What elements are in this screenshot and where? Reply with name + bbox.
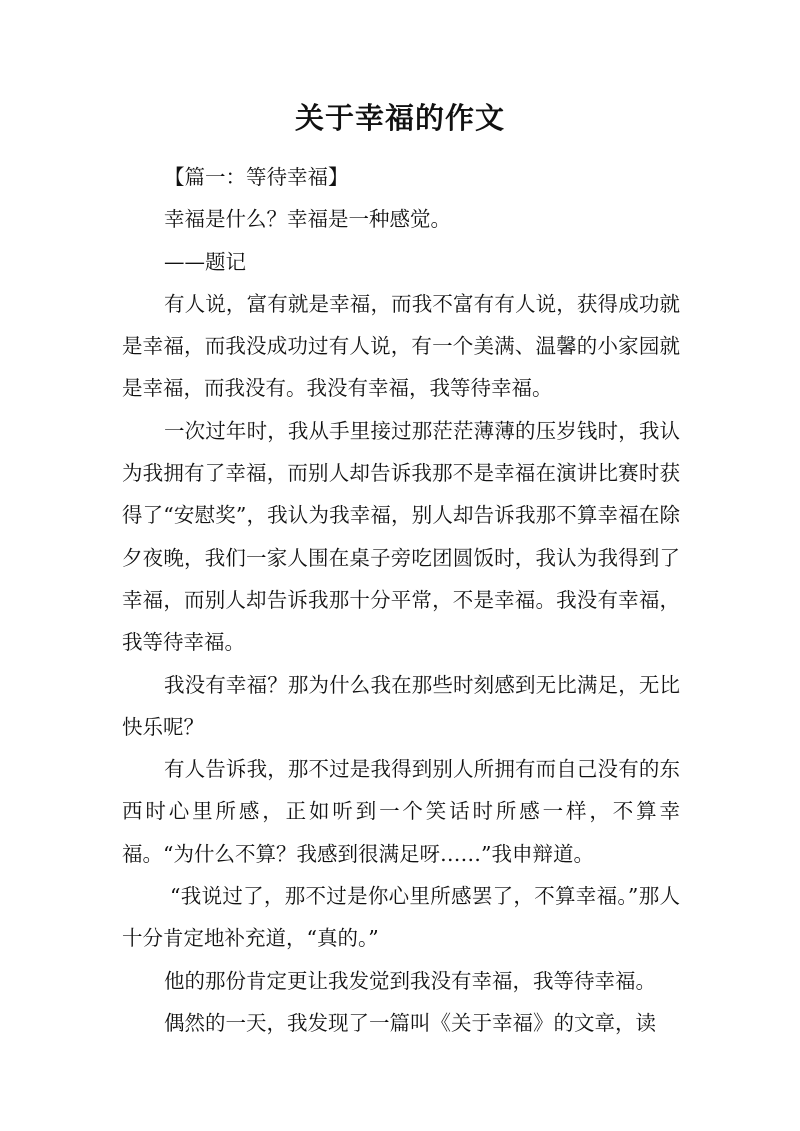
epigraph-text: 幸福是什么？幸福是一种感觉。 (164, 207, 451, 232)
body-paragraph: 有人告诉我，那不过是我得到别人所拥有而自己没有的东西时心里所感，正如听到一个笑话时所感一样，不算幸福。“为什么不算？我感到很满足呀……”我申辩道。 (122, 757, 680, 866)
epigraph-attribution: ——题记 (164, 249, 246, 274)
body-paragraph: 有人说，富有就是幸福，而我不富有有人说，获得成功就是幸福，而我没成功过有人说，有一个美满、温馨的小家园就是幸福，而我没有。我没有幸福，我等待幸福。 (122, 291, 680, 401)
body-paragraph: 偶然的一天，我发现了一篇叫《关于幸福》的文章，读 (164, 1010, 656, 1035)
body-paragraph: 一次过年时，我从手里接过那茫茫薄薄的压岁钱时，我认为我拥有了幸福，而别人却告诉我那不是幸福在演讲比赛时获得了“安慰奖”，我认为我幸福，别人却告诉我那不算幸福在除夕夜晚，我们一家人围在桌子旁吃团圆饭时，我认为我得到了幸福，而别人却告诉我那十分平常，不是幸福。我没有幸福，我等待幸福。 (122, 418, 680, 655)
document-body (122, 156, 680, 1044)
body-paragraph: 他的那份肯定更让我发觉到我没有幸福，我等待幸福。 (164, 968, 656, 993)
body-paragraph: “我说过了，那不过是你心里所感罢了，不算幸福。”那人十分肯定地补充道，“真的。” (122, 884, 680, 951)
section-heading: 【篇一：等待幸福】 (164, 165, 349, 189)
document-title: 关于幸福的作文 (294, 101, 505, 135)
body-paragraph: 我没有幸福？那为什么我在那些时刻感到无比满足，无比快乐呢？ (122, 672, 680, 739)
